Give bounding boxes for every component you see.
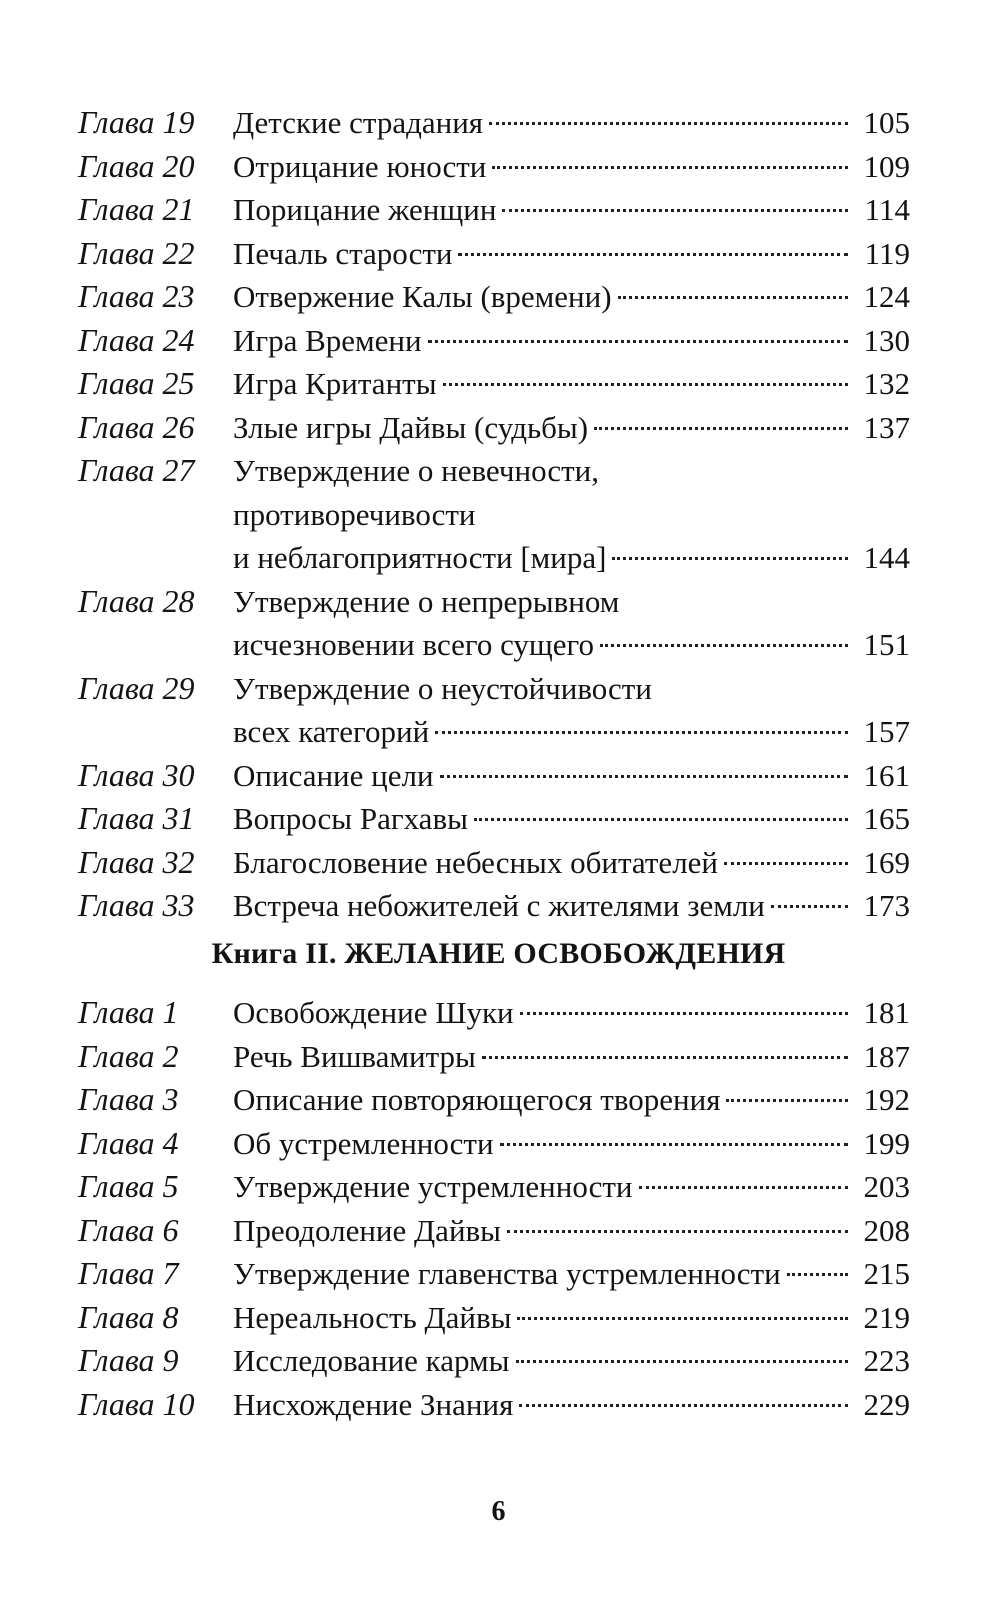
- toc-entry: [78, 667, 910, 754]
- page-ref: 119: [864, 235, 910, 271]
- dot-leader: [489, 122, 848, 125]
- chapter-label: Глава 25: [78, 365, 195, 401]
- chapter-label: Глава 19: [78, 104, 195, 140]
- chapter-title: Вопросы Рагхавы: [233, 801, 468, 836]
- page-ref: 130: [863, 322, 910, 358]
- toc-entry: [78, 449, 910, 580]
- page-ref: 192: [863, 1082, 910, 1117]
- page-ref: 105: [863, 105, 910, 140]
- toc-entry: [78, 1339, 910, 1383]
- dot-leader: [507, 1230, 848, 1233]
- dot-leader: [458, 253, 848, 256]
- chapter-label: Глава 4: [78, 1124, 179, 1161]
- dot-leader: [435, 731, 848, 734]
- page-ref: 132: [863, 366, 910, 401]
- page-ref: 165: [863, 801, 910, 836]
- chapter-title: Злые игры Дайвы (судьбы): [233, 409, 589, 445]
- toc-entry: [78, 188, 910, 232]
- toc-entry: [78, 1252, 910, 1296]
- dot-leader: [440, 775, 848, 778]
- chapter-title: Нереальность Дайвы: [233, 1299, 512, 1335]
- toc-entry: [78, 797, 910, 841]
- dot-leader: [519, 1404, 848, 1407]
- chapter-title: Нисхождение Знания: [233, 1386, 514, 1422]
- page-ref: 215: [863, 1256, 910, 1291]
- toc-entry: [78, 580, 910, 667]
- chapter-label: Глава 33: [78, 887, 195, 923]
- toc-entry: [78, 754, 910, 798]
- chapter-label: Глава 1: [78, 994, 179, 1030]
- chapter-label: Глава 5: [78, 1168, 179, 1204]
- toc-entry: [78, 1383, 910, 1427]
- toc-entry: [78, 1296, 910, 1340]
- dot-leader: [443, 383, 848, 386]
- chapter-title: Отвержение Калы (времени): [233, 279, 612, 314]
- dot-leader: [726, 1099, 848, 1102]
- toc-entry: [78, 406, 910, 450]
- dot-leader: [520, 1012, 848, 1015]
- page-ref: 199: [863, 1125, 910, 1161]
- page-ref: 203: [863, 1169, 910, 1204]
- chapter-label: Глава 8: [78, 1298, 179, 1335]
- dot-leader: [639, 1186, 849, 1189]
- chapter-title: всех категорий: [233, 714, 430, 749]
- chapter-title: Преодоление Дайвы: [233, 1212, 501, 1248]
- chapter-label: Глава 24: [78, 321, 195, 358]
- page-ref: 124: [863, 279, 910, 314]
- dot-leader: [612, 557, 848, 560]
- toc-entry: [78, 319, 910, 363]
- toc-entry: [78, 145, 910, 189]
- toc-entry: [78, 362, 910, 406]
- chapter-label: Глава 29: [78, 669, 195, 706]
- toc-list-book1: [78, 101, 910, 928]
- dot-leader: [482, 1056, 848, 1059]
- chapter-label: Глава 10: [78, 1385, 195, 1422]
- chapter-label: Глава 31: [78, 800, 195, 836]
- toc-entry: [78, 232, 910, 276]
- dot-leader: [500, 1143, 848, 1146]
- page-ref: 114: [864, 192, 910, 227]
- toc-entry: [78, 1122, 910, 1166]
- chapter-label: Глава 30: [78, 756, 195, 793]
- page-ref: 219: [863, 1299, 910, 1335]
- page-ref: 169: [863, 844, 910, 880]
- page-ref: 229: [863, 1386, 910, 1422]
- page-ref: 187: [863, 1038, 910, 1074]
- chapter-label: Глава 20: [78, 147, 195, 184]
- chapter-label: Глава 21: [78, 191, 195, 227]
- chapter-label: Глава 9: [78, 1342, 179, 1378]
- page-ref: 181: [863, 995, 910, 1030]
- chapter-title: Печаль старости: [233, 235, 453, 271]
- chapter-title: Утверждение устремленности: [233, 1169, 633, 1204]
- chapter-title: Порицание женщин: [233, 192, 497, 227]
- dot-leader: [724, 862, 848, 865]
- chapter-title: Отрицание юности: [233, 148, 487, 184]
- page-ref: 151: [863, 627, 910, 662]
- chapter-label: Глава 32: [78, 843, 195, 880]
- page-ref: 109: [863, 148, 910, 184]
- chapter-label: Глава 26: [78, 408, 195, 445]
- chapter-title: Освобождение Шуки: [233, 995, 514, 1030]
- page-ref: 208: [863, 1212, 910, 1248]
- dot-leader: [474, 818, 848, 821]
- dot-leader: [771, 905, 848, 908]
- page-ref: 157: [863, 714, 910, 749]
- chapter-label: Глава 27: [78, 452, 195, 488]
- chapter-label: Глава 22: [78, 234, 195, 271]
- toc-list-book2: [78, 991, 910, 1426]
- chapter-title-line: Утверждение о невечности,: [233, 453, 599, 488]
- chapter-title-line: противоречивости: [233, 496, 476, 532]
- toc-entry: [78, 1078, 910, 1122]
- chapter-title: Детские страдания: [233, 105, 484, 140]
- dot-leader: [787, 1273, 848, 1276]
- dot-leader: [517, 1317, 848, 1320]
- chapter-title: Описание цели: [233, 757, 434, 793]
- chapter-title: Игра Времени: [233, 322, 422, 358]
- section-title: Книга II. ЖЕЛАНИЕ ОСВОБОЖДЕНИЯ: [211, 937, 786, 970]
- chapter-title: и неблагоприятности [мира]: [233, 540, 607, 575]
- chapter-title: Встреча небожителей с жителями земли: [233, 888, 765, 923]
- page-ref: 144: [863, 540, 910, 575]
- chapter-title: Речь Вишвамитры: [233, 1038, 476, 1074]
- chapter-title-line: Утверждение о непрерывном: [233, 583, 620, 619]
- dot-leader: [618, 296, 848, 299]
- chapter-label: Глава 3: [78, 1081, 179, 1117]
- toc-entry: [78, 1035, 910, 1079]
- chapter-label: Глава 6: [78, 1211, 179, 1248]
- chapter-title: Описание повторяющегося творения: [233, 1082, 721, 1117]
- toc-entry: [78, 1165, 910, 1209]
- toc-entry: [78, 275, 910, 319]
- chapter-label: Глава 7: [78, 1255, 179, 1291]
- dot-leader: [502, 209, 848, 212]
- toc-entry: [78, 991, 910, 1035]
- dot-leader: [492, 166, 848, 169]
- toc-entry: [78, 101, 910, 145]
- dot-leader: [428, 340, 848, 343]
- chapter-label: Глава 23: [78, 278, 195, 314]
- chapter-label: Глава 2: [78, 1037, 179, 1074]
- toc-entry: [78, 841, 910, 885]
- chapter-title: Утверждение главенства устремленности: [233, 1256, 781, 1291]
- dot-leader: [600, 644, 848, 647]
- page-ref: 161: [863, 757, 910, 793]
- chapter-title: Благословение небесных обитателей: [233, 844, 719, 880]
- dot-leader: [516, 1360, 848, 1363]
- toc-entry: [78, 1209, 910, 1253]
- chapter-title: Игра Кританты: [233, 366, 437, 401]
- chapter-title-line: Утверждение о неустойчивости: [233, 670, 652, 706]
- chapter-label: Глава 28: [78, 582, 195, 619]
- page-ref: 173: [863, 888, 910, 923]
- chapter-title: исчезновении всего сущего: [233, 627, 594, 662]
- page-ref: 137: [863, 409, 910, 445]
- toc-entry: [78, 884, 910, 928]
- page-number: 6: [491, 1496, 506, 1527]
- page-ref: 223: [863, 1343, 910, 1378]
- chapter-title: Исследование кармы: [233, 1343, 510, 1378]
- chapter-title: Об устремленности: [233, 1125, 494, 1161]
- dot-leader: [594, 427, 848, 430]
